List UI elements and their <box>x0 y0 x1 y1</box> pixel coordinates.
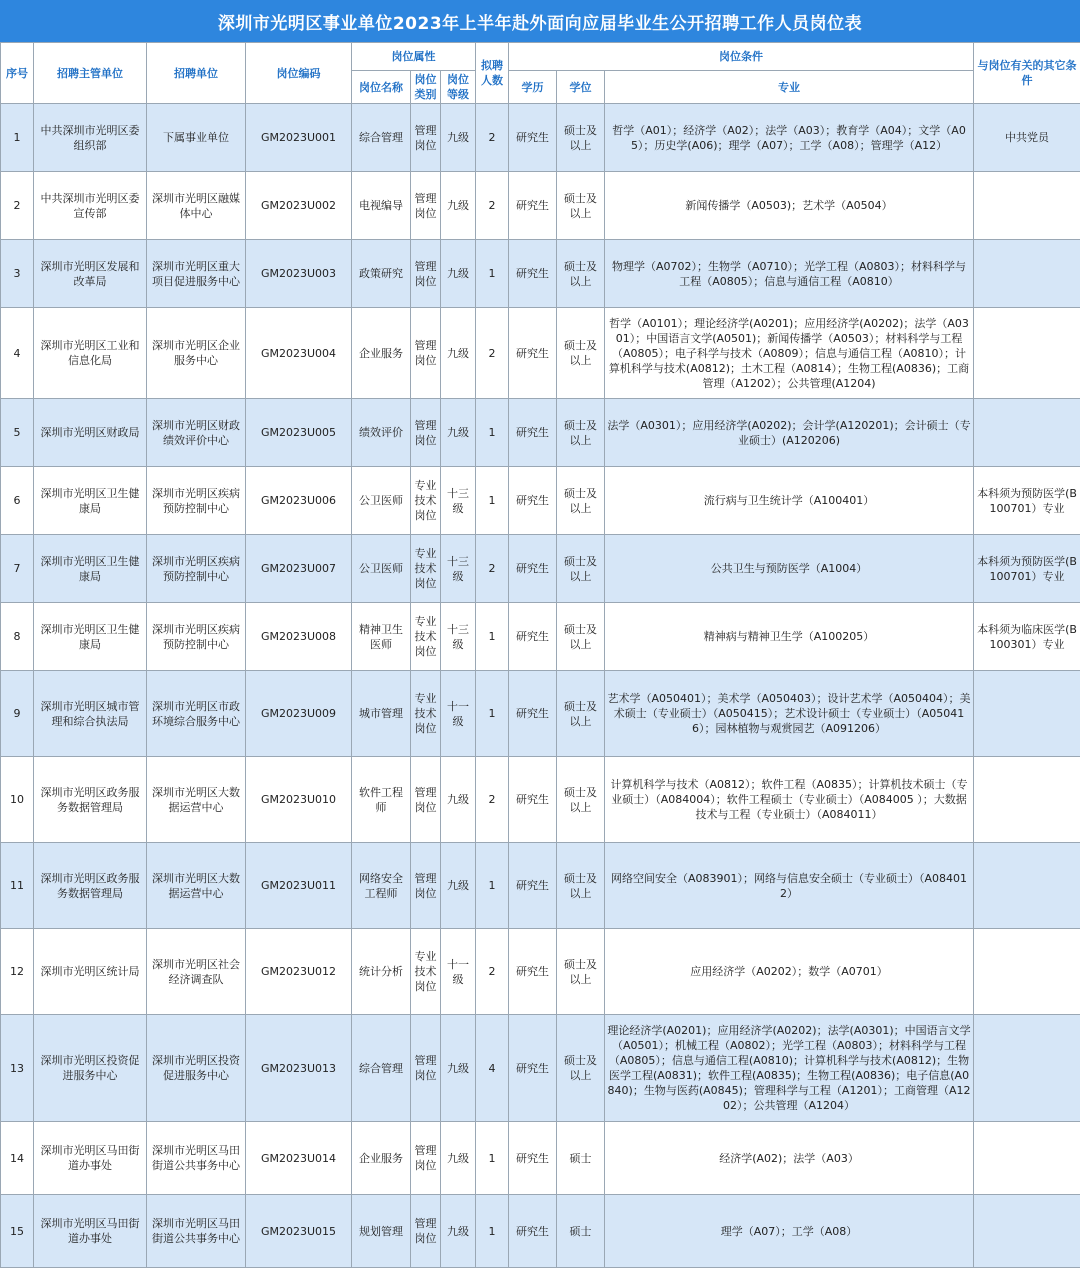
cell-other <box>974 240 1080 308</box>
cell-degree: 硕士及以上 <box>557 399 605 467</box>
cell-edu: 研究生 <box>509 603 557 671</box>
cell-degree: 硕士及以上 <box>557 603 605 671</box>
cell-pos-name: 政策研究 <box>352 240 411 308</box>
table-row <box>1 172 1080 240</box>
cell-count: 1 <box>476 1195 509 1268</box>
table-row <box>1 308 1080 399</box>
cell-unit: 深圳市光明区疾病预防控制中心 <box>147 603 246 671</box>
cell-pos-level: 九级 <box>441 308 476 399</box>
cell-pos-level: 十三级 <box>441 467 476 535</box>
cell-pos-name: 公卫医师 <box>352 535 411 603</box>
cell-major: 物理学（A0702）；生物学（A0710）；光学工程（A0803）；材料科学与工程（A0805）；信息与通信工程（A0810） <box>605 240 974 308</box>
cell-count: 2 <box>476 308 509 399</box>
cell-degree: 硕士及以上 <box>557 671 605 757</box>
cell-pos-level: 九级 <box>441 843 476 929</box>
cell-index: 8 <box>1 603 34 671</box>
cell-other <box>974 172 1080 240</box>
cell-pos-level: 九级 <box>441 1015 476 1122</box>
cell-dept: 深圳市光明区政务服务数据管理局 <box>34 843 147 929</box>
cell-code: GM2023U010 <box>246 757 352 843</box>
cell-pos-level: 九级 <box>441 172 476 240</box>
cell-unit: 下属事业单位 <box>147 104 246 172</box>
cell-code: GM2023U003 <box>246 240 352 308</box>
cell-dept: 中共深圳市光明区委宣传部 <box>34 172 147 240</box>
cell-pos-name: 绩效评价 <box>352 399 411 467</box>
cell-index: 14 <box>1 1122 34 1195</box>
cell-pos-name: 企业服务 <box>352 1122 411 1195</box>
cell-other: 中共党员 <box>974 104 1080 172</box>
header-other: 与岗位有关的其它条件 <box>974 43 1080 104</box>
page-title: 深圳市光明区事业单位2023年上半年赴外面向应届毕业生公开招聘工作人员岗位表 <box>0 0 1080 42</box>
table-row <box>1 399 1080 467</box>
cell-count: 1 <box>476 467 509 535</box>
header-count: 拟聘人数 <box>476 43 509 104</box>
cell-unit: 深圳市光明区大数据运营中心 <box>147 757 246 843</box>
table-row <box>1 104 1080 172</box>
cell-unit: 深圳市光明区市政环境综合服务中心 <box>147 671 246 757</box>
cell-major: 网络空间安全（A083901）；网络与信息安全硕士（专业硕士）（A084012） <box>605 843 974 929</box>
cell-pos-level: 九级 <box>441 1122 476 1195</box>
cell-pos-type: 管理岗位 <box>411 1195 441 1268</box>
header-unit: 招聘单位 <box>147 43 246 104</box>
cell-pos-level: 九级 <box>441 104 476 172</box>
cell-index: 1 <box>1 104 34 172</box>
table-row <box>1 929 1080 1015</box>
cell-degree: 硕士及以上 <box>557 757 605 843</box>
cell-pos-type: 专业技术岗位 <box>411 671 441 757</box>
cell-edu: 研究生 <box>509 399 557 467</box>
cell-degree: 硕士及以上 <box>557 104 605 172</box>
cell-major: 计算机科学与技术（A0812）；软件工程（A0835）；计算机技术硕士（专业硕士）（A084004）；软件工程硕士（专业硕士）（A084005 ）；大数据技术与工程（专业硕士）（A084011） <box>605 757 974 843</box>
cell-other <box>974 399 1080 467</box>
header-pos-level: 岗位等级 <box>441 71 476 104</box>
header-degree: 学位 <box>557 71 605 104</box>
table-row <box>1 1122 1080 1195</box>
table-body <box>1 104 1080 1268</box>
table-row <box>1 1015 1080 1122</box>
header-code: 岗位编码 <box>246 43 352 104</box>
cell-unit: 深圳市光明区马田街道公共事务中心 <box>147 1122 246 1195</box>
cell-degree: 硕士及以上 <box>557 535 605 603</box>
cell-count: 1 <box>476 603 509 671</box>
cell-pos-level: 九级 <box>441 1195 476 1268</box>
cell-degree: 硕士及以上 <box>557 843 605 929</box>
cell-major: 新闻传播学（A0503)；艺术学（A0504） <box>605 172 974 240</box>
header-attr-group: 岗位属性 <box>352 43 476 71</box>
cell-pos-type: 管理岗位 <box>411 104 441 172</box>
cell-degree: 硕士及以上 <box>557 172 605 240</box>
cell-dept: 深圳市光明区统计局 <box>34 929 147 1015</box>
cell-index: 7 <box>1 535 34 603</box>
cell-dept: 深圳市光明区工业和信息化局 <box>34 308 147 399</box>
cell-code: GM2023U011 <box>246 843 352 929</box>
cell-pos-level: 十一级 <box>441 671 476 757</box>
cell-pos-type: 管理岗位 <box>411 843 441 929</box>
cell-count: 1 <box>476 1122 509 1195</box>
cell-major: 理学（A07）；工学（A08） <box>605 1195 974 1268</box>
cell-other: 本科须为临床医学(B100301）专业 <box>974 603 1080 671</box>
cell-edu: 研究生 <box>509 929 557 1015</box>
cell-pos-name: 网络安全工程师 <box>352 843 411 929</box>
cell-other: 本科须为预防医学(B100701）专业 <box>974 467 1080 535</box>
cell-degree: 硕士及以上 <box>557 929 605 1015</box>
cell-degree: 硕士及以上 <box>557 467 605 535</box>
cell-pos-name: 软件工程师 <box>352 757 411 843</box>
cell-count: 1 <box>476 240 509 308</box>
table-row <box>1 535 1080 603</box>
cell-edu: 研究生 <box>509 671 557 757</box>
cell-major: 艺术学（A050401）；美术学（A050403）；设计艺术学（A050404）；美术硕士（专业硕士）（A050415）；艺术设计硕士（专业硕士）（A050416）；园林植物与观赏园艺（A091206） <box>605 671 974 757</box>
cell-edu: 研究生 <box>509 535 557 603</box>
cell-code: GM2023U002 <box>246 172 352 240</box>
cell-count: 4 <box>476 1015 509 1122</box>
cell-count: 2 <box>476 757 509 843</box>
cell-other <box>974 671 1080 757</box>
cell-unit: 深圳市光明区财政绩效评价中心 <box>147 399 246 467</box>
cell-index: 5 <box>1 399 34 467</box>
cell-code: GM2023U012 <box>246 929 352 1015</box>
cell-dept: 深圳市光明区城市管理和综合执法局 <box>34 671 147 757</box>
cell-pos-type: 管理岗位 <box>411 308 441 399</box>
cell-other <box>974 1015 1080 1122</box>
cell-pos-name: 公卫医师 <box>352 467 411 535</box>
cell-count: 1 <box>476 399 509 467</box>
cell-code: GM2023U001 <box>246 104 352 172</box>
table-row <box>1 843 1080 929</box>
cell-dept: 深圳市光明区投资促进服务中心 <box>34 1015 147 1122</box>
cell-index: 13 <box>1 1015 34 1122</box>
cell-index: 11 <box>1 843 34 929</box>
cell-edu: 研究生 <box>509 843 557 929</box>
cell-pos-level: 九级 <box>441 240 476 308</box>
cell-dept: 中共深圳市光明区委组织部 <box>34 104 147 172</box>
cell-unit: 深圳市光明区融媒体中心 <box>147 172 246 240</box>
table-row <box>1 240 1080 308</box>
cell-code: GM2023U006 <box>246 467 352 535</box>
cell-pos-type: 管理岗位 <box>411 399 441 467</box>
cell-unit: 深圳市光明区重大项目促进服务中心 <box>147 240 246 308</box>
cell-major: 哲学（A01）；经济学（A02）；法学（A03）；教育学（A04）；文学（A05）；历史学(A06)；理学（A07）；工学（A08）；管理学（A12） <box>605 104 974 172</box>
cell-degree: 硕士 <box>557 1195 605 1268</box>
cell-degree: 硕士及以上 <box>557 308 605 399</box>
cell-index: 12 <box>1 929 34 1015</box>
cell-code: GM2023U008 <box>246 603 352 671</box>
cell-code: GM2023U007 <box>246 535 352 603</box>
cell-other <box>974 757 1080 843</box>
cell-major: 流行病与卫生统计学（A100401） <box>605 467 974 535</box>
cell-index: 6 <box>1 467 34 535</box>
cell-other <box>974 843 1080 929</box>
cell-pos-type: 专业技术岗位 <box>411 929 441 1015</box>
cell-edu: 研究生 <box>509 104 557 172</box>
cell-dept: 深圳市光明区发展和改革局 <box>34 240 147 308</box>
cell-code: GM2023U009 <box>246 671 352 757</box>
cell-pos-name: 统计分析 <box>352 929 411 1015</box>
table-row <box>1 1195 1080 1268</box>
cell-index: 4 <box>1 308 34 399</box>
cell-index: 9 <box>1 671 34 757</box>
positions-table <box>0 42 1080 1268</box>
cell-pos-level: 十三级 <box>441 603 476 671</box>
cell-unit: 深圳市光明区马田街道公共事务中心 <box>147 1195 246 1268</box>
cell-pos-name: 综合管理 <box>352 1015 411 1122</box>
cell-pos-level: 九级 <box>441 757 476 843</box>
cell-edu: 研究生 <box>509 1195 557 1268</box>
table-header <box>1 43 1080 104</box>
cell-index: 10 <box>1 757 34 843</box>
cell-dept: 深圳市光明区政务服务数据管理局 <box>34 757 147 843</box>
cell-count: 2 <box>476 535 509 603</box>
cell-edu: 研究生 <box>509 308 557 399</box>
cell-pos-name: 精神卫生医师 <box>352 603 411 671</box>
cell-degree: 硕士及以上 <box>557 240 605 308</box>
cell-dept: 深圳市光明区马田街道办事处 <box>34 1122 147 1195</box>
cell-major: 理论经济学(A0201)；应用经济学(A0202)；法学(A0301)；中国语言文学（A0501）；机械工程（A0802）；光学工程（A0803）；材料科学与工程（A0805）；信息与通信工程(A0810)；计算机科学与技术(A0812)；生物医学工程(A0831)；软件工程(A0835)；生物工程(A0836)；电子信息(A0840)；生物与医药(A0845)；管理科学与工程（A1201）；工商管理（A1202）；公共管理（A1204） <box>605 1015 974 1122</box>
cell-pos-type: 管理岗位 <box>411 757 441 843</box>
table-row <box>1 603 1080 671</box>
cell-pos-type: 专业技术岗位 <box>411 535 441 603</box>
header-edu: 学历 <box>509 71 557 104</box>
cell-edu: 研究生 <box>509 1122 557 1195</box>
table-row <box>1 671 1080 757</box>
cell-other <box>974 1195 1080 1268</box>
cell-edu: 研究生 <box>509 757 557 843</box>
cell-pos-name: 规划管理 <box>352 1195 411 1268</box>
cell-unit: 深圳市光明区大数据运营中心 <box>147 843 246 929</box>
cell-dept: 深圳市光明区马田街道办事处 <box>34 1195 147 1268</box>
cell-pos-level: 九级 <box>441 399 476 467</box>
cell-index: 3 <box>1 240 34 308</box>
cell-code: GM2023U013 <box>246 1015 352 1122</box>
cell-pos-type: 管理岗位 <box>411 172 441 240</box>
cell-edu: 研究生 <box>509 172 557 240</box>
cell-unit: 深圳市光明区投资促进服务中心 <box>147 1015 246 1122</box>
cell-pos-type: 专业技术岗位 <box>411 467 441 535</box>
header-dept: 招聘主管单位 <box>34 43 147 104</box>
cell-pos-level: 十一级 <box>441 929 476 1015</box>
header-cond-group: 岗位条件 <box>509 43 974 71</box>
table-row <box>1 467 1080 535</box>
cell-unit: 深圳市光明区疾病预防控制中心 <box>147 467 246 535</box>
cell-count: 2 <box>476 929 509 1015</box>
cell-degree: 硕士及以上 <box>557 1015 605 1122</box>
header-pos-type: 岗位类别 <box>411 71 441 104</box>
cell-major: 哲学（A0101）；理论经济学(A0201)；应用经济学(A0202)；法学（A0301）；中国语言文学(A0501)；新闻传播学（A0503）；材料科学与工程（A0805）；电子科学与技术（A0809）；信息与通信工程（A0810）；计算机科学与技术(A0812)；土木工程（A0814）；生物工程(A0836)；工商管理（A1202）；公共管理(A1204) <box>605 308 974 399</box>
cell-major: 公共卫生与预防医学（A1004） <box>605 535 974 603</box>
cell-pos-name: 综合管理 <box>352 104 411 172</box>
cell-unit: 深圳市光明区疾病预防控制中心 <box>147 535 246 603</box>
cell-count: 2 <box>476 172 509 240</box>
cell-pos-name: 城市管理 <box>352 671 411 757</box>
cell-count: 1 <box>476 843 509 929</box>
cell-code: GM2023U004 <box>246 308 352 399</box>
cell-edu: 研究生 <box>509 1015 557 1122</box>
cell-count: 2 <box>476 104 509 172</box>
cell-pos-level: 十三级 <box>441 535 476 603</box>
cell-pos-name: 企业服务 <box>352 308 411 399</box>
cell-pos-type: 管理岗位 <box>411 240 441 308</box>
cell-count: 1 <box>476 671 509 757</box>
cell-other <box>974 929 1080 1015</box>
cell-other <box>974 1122 1080 1195</box>
cell-pos-type: 专业技术岗位 <box>411 603 441 671</box>
cell-code: GM2023U014 <box>246 1122 352 1195</box>
cell-major: 精神病与精神卫生学（A100205） <box>605 603 974 671</box>
cell-degree: 硕士 <box>557 1122 605 1195</box>
header-pos-name: 岗位名称 <box>352 71 411 104</box>
header-major: 专业 <box>605 71 974 104</box>
cell-dept: 深圳市光明区财政局 <box>34 399 147 467</box>
cell-edu: 研究生 <box>509 467 557 535</box>
cell-pos-type: 管理岗位 <box>411 1015 441 1122</box>
cell-edu: 研究生 <box>509 240 557 308</box>
header-index: 序号 <box>1 43 34 104</box>
cell-major: 应用经济学（A0202）；数学（A0701） <box>605 929 974 1015</box>
cell-code: GM2023U005 <box>246 399 352 467</box>
table-row <box>1 757 1080 843</box>
cell-other: 本科须为预防医学(B100701）专业 <box>974 535 1080 603</box>
cell-dept: 深圳市光明区卫生健康局 <box>34 467 147 535</box>
cell-index: 15 <box>1 1195 34 1268</box>
cell-unit: 深圳市光明区社会经济调查队 <box>147 929 246 1015</box>
cell-pos-type: 管理岗位 <box>411 1122 441 1195</box>
cell-pos-name: 电视编导 <box>352 172 411 240</box>
cell-major: 法学（A0301）；应用经济学(A0202)；会计学(A120201)；会计硕士（专业硕士）(A120206) <box>605 399 974 467</box>
cell-index: 2 <box>1 172 34 240</box>
cell-major: 经济学(A02)；法学（A03） <box>605 1122 974 1195</box>
cell-dept: 深圳市光明区卫生健康局 <box>34 603 147 671</box>
cell-unit: 深圳市光明区企业服务中心 <box>147 308 246 399</box>
cell-dept: 深圳市光明区卫生健康局 <box>34 535 147 603</box>
cell-code: GM2023U015 <box>246 1195 352 1268</box>
cell-other <box>974 308 1080 399</box>
